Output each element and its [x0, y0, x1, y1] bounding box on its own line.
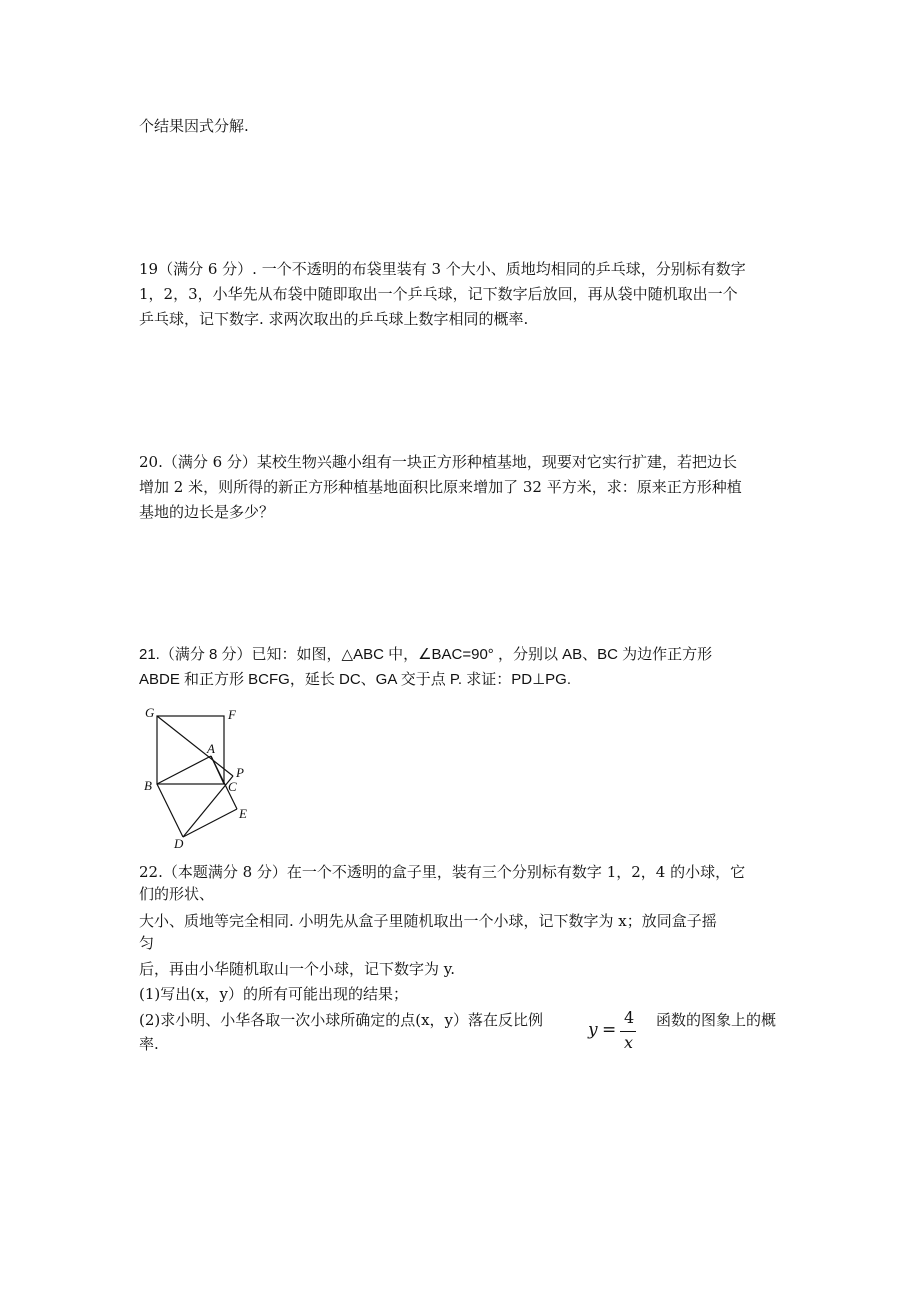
segment-de [183, 809, 237, 837]
segment-bd [157, 784, 183, 837]
q20-line-3: 基地的边长是多少？ [139, 503, 275, 521]
label-p: P [236, 765, 244, 780]
segment-ba [157, 756, 211, 784]
q21-line-1: 21.（满分 8 分）已知：如图，△ABC 中，∠BAC=90° ，分别以 AB、BC 为边作正方形 [139, 646, 713, 663]
label-d: D [174, 836, 184, 851]
q22-line-7b: 函数的图象上的概 [656, 1011, 777, 1029]
label-f: F [228, 707, 236, 722]
formula-numerator: 4 [624, 1008, 635, 1027]
q19-line-3: 乒乓球，记下数字. 求两次取出的乒乓球上数字相同的概率. [139, 310, 529, 328]
formula-equals: = [602, 1020, 617, 1040]
q21-line-2: ABDE 和正方形 BCFG，延长 DC、GA 交于点 P. 求证：PD⊥PG. [139, 671, 572, 688]
formula-y: y [588, 1020, 598, 1040]
q22-line-8: 率. [139, 1035, 159, 1053]
q22-line-1: 22.（本题满分 8 分）在一个不透明的盒子里，装有三个分别标有数字 1，2，4 的小球，它 [139, 863, 746, 881]
q22-line-7a: (2)求小明、小华各取一次小球所确定的点(x，y）落在反比例 [139, 1011, 544, 1029]
q22-line-3: 大小、质地等完全相同. 小明先从盒子里随机取出一个小球，记下数字为 x；放同盒子摇 [139, 912, 717, 930]
geometry-figure [140, 702, 265, 852]
q22-line-2: 们的形状、 [139, 885, 215, 903]
segment-dp [183, 776, 233, 837]
label-g: G [145, 705, 155, 720]
segment-gp [157, 716, 233, 776]
formula-denominator: x [624, 1033, 634, 1052]
label-c: C [228, 779, 237, 794]
formula-fraction-bar [620, 1031, 636, 1032]
q20-line-1: 20.（满分 6 分）某校生物兴趣小组有一块正方形种植基地，现要对它实行扩建，若把边长 [139, 453, 737, 471]
inverse-proportion-formula [588, 1008, 648, 1054]
q20-line-2: 增加 2 米，则所得的新正方形种植基地面积比原来增加了 32 平方米，求：原来正方形种植 [139, 478, 742, 496]
label-a: A [207, 741, 215, 756]
q19-line-1: 19（满分 6 分）. 一个不透明的布袋里装有 3 个大小、质地均相同的乒乓球，分别标有数字 [139, 260, 746, 278]
label-e: E [239, 806, 247, 821]
q22-line-4: 匀 [139, 934, 155, 952]
q18-tail-text: 个结果因式分解. [139, 117, 249, 135]
label-b: B [144, 778, 152, 793]
q22-line-5: 后，再由小华随机取山一个小球，记下数字为 y. [139, 960, 456, 978]
q19-line-2: 1，2，3，小华先从布袋中随即取出一个乒乓球，记下数字后放回，再从袋中随机取出一个 [139, 285, 738, 303]
q22-line-6: (1)写出(x，y）的所有可能出现的结果； [139, 985, 409, 1003]
